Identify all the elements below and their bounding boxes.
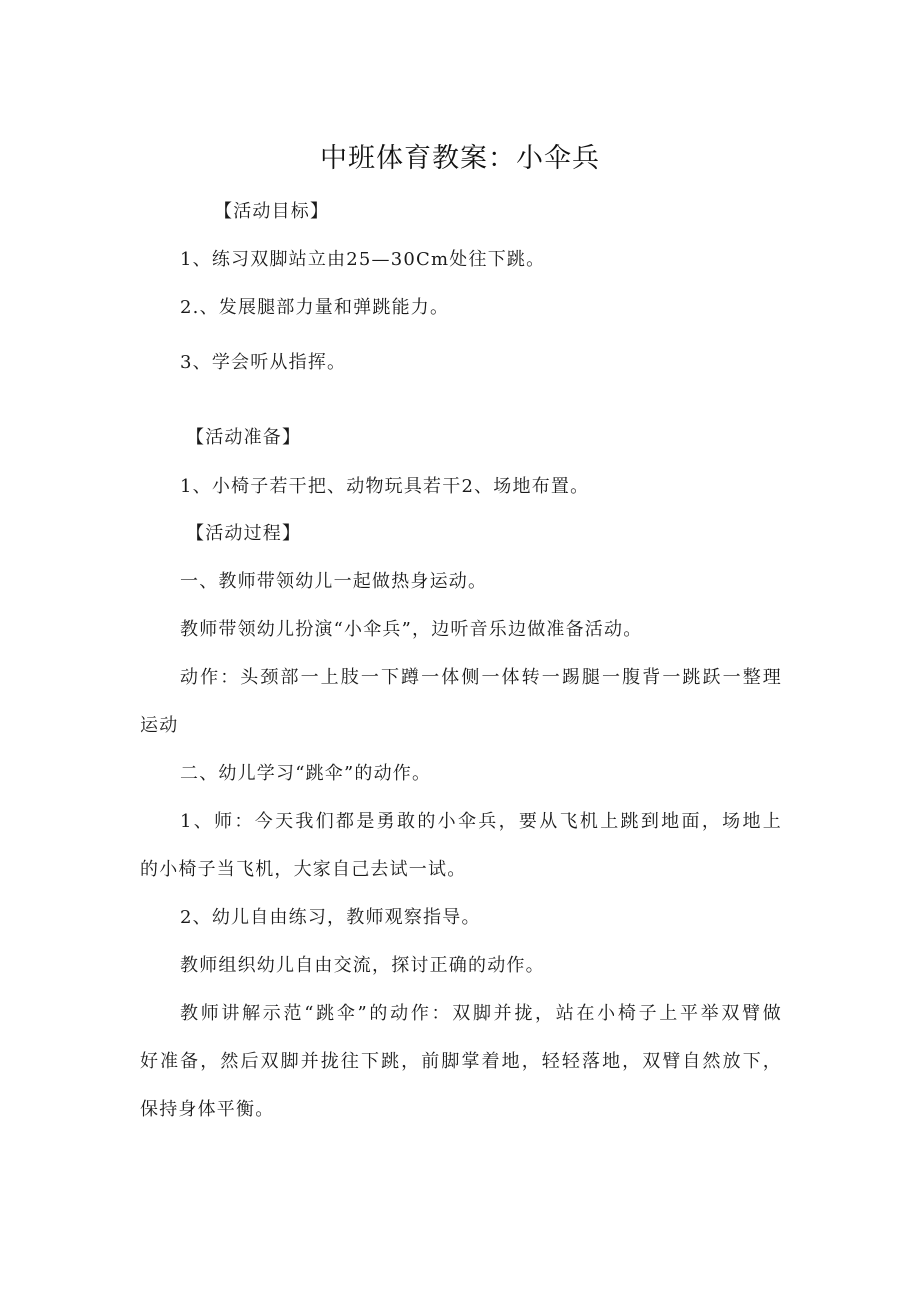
paragraph-line: 教师带领幼儿扮演“小伞兵”，边听音乐边做准备活动。 bbox=[180, 619, 643, 640]
goal-item-1: 1、练习双脚站立由25—30Cm处往下跳。 bbox=[180, 249, 546, 270]
section-heading-goals: 【活动目标】 bbox=[214, 201, 330, 222]
goal-item-2: 2.、发展腿部力量和弹跳能力。 bbox=[180, 297, 450, 318]
paragraph-line: 的小椅子当飞机，大家自己去试一试。 bbox=[140, 859, 467, 880]
process-step-2: 二、幼儿学习“跳伞”的动作。 bbox=[180, 763, 432, 784]
paragraph-line: 保持身体平衡。 bbox=[140, 1099, 275, 1120]
goal-item-3: 3、学会听从指挥。 bbox=[180, 352, 347, 373]
paragraph-line: 2、幼儿自由练习，教师观察指导。 bbox=[180, 907, 481, 928]
paragraph-line: 1、师：今天我们都是勇敢的小伞兵，要从飞机上跳到地面，场地上 bbox=[180, 811, 782, 832]
section-heading-preparation: 【活动准备】 bbox=[186, 427, 302, 448]
page-title: 中班体育教案：小伞兵 bbox=[320, 143, 600, 174]
paragraph-line: 教师讲解示范“跳伞”的动作：双脚并拢，站在小椅子上平举双臂做 bbox=[180, 1003, 782, 1024]
paragraph-line: 运动 bbox=[140, 715, 179, 736]
paragraph-line: 好准备，然后双脚并拢往下跳，前脚掌着地，轻轻落地，双臂自然放下， bbox=[140, 1051, 782, 1072]
paragraph-line: 教师组织幼儿自由交流，探讨正确的动作。 bbox=[180, 955, 545, 976]
section-heading-process: 【活动过程】 bbox=[186, 523, 302, 544]
preparation-item-1: 1、小椅子若干把、动物玩具若干2、场地布置。 bbox=[180, 476, 590, 497]
paragraph-line: 动作：头颈部一上肢一下蹲一体侧一体转一踢腿一腹背一跳跃一整理 bbox=[180, 667, 782, 688]
process-step-1: 一、教师带领幼儿一起做热身运动。 bbox=[180, 571, 488, 592]
